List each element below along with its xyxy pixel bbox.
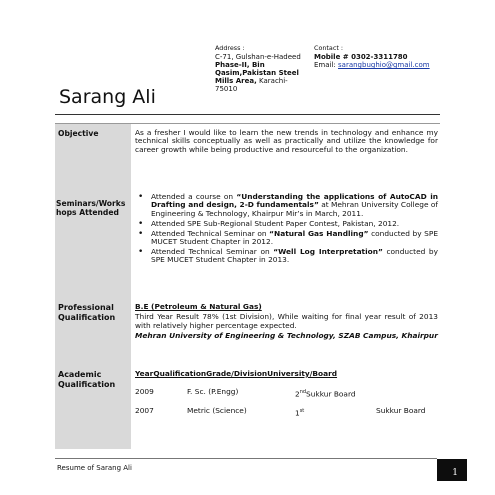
address-line-1: C-71, Gulshan-e-Hadeed bbox=[215, 53, 301, 61]
seminar-item: • Attended Technical Seminar on “Natural Gas Handling” conducted by SPE MUCET Student Chapter in 2012. bbox=[135, 230, 438, 247]
row-grade: 1st bbox=[295, 408, 305, 418]
degree-title: B.E (Petroleum & Natural Gas) bbox=[135, 302, 262, 311]
professional-label: Professional Qualification bbox=[58, 303, 116, 322]
email-label: Email: bbox=[314, 61, 339, 69]
contact-label: Contact : bbox=[314, 44, 344, 52]
institution-name: Mehran University of Engineering & Technology, SZAB Campus, Khairpur bbox=[135, 331, 438, 341]
row-year: 2007 bbox=[135, 406, 154, 415]
row-grade: 2ndSukkur Board bbox=[295, 389, 356, 399]
name-divider bbox=[55, 114, 440, 115]
row-qualification: Metric (Science) bbox=[187, 406, 247, 415]
seminars-list bbox=[135, 193, 438, 266]
seminar-item: • Attended SPE Sub-Regional Student Paper Contest, Pakistan, 2012. bbox=[135, 220, 438, 228]
section-label-column bbox=[55, 124, 131, 449]
objective-text: As a fresher I would like to learn the new trends in technology and enhance my technical skills conceptually as well as practically and utilize the knowledge for career growth while being productive and resourceful to the organization. bbox=[135, 128, 438, 154]
seminar-item: • Attended Technical Seminar on “Well Log Interpretation” conducted by SPE MUCET Student Chapter in 2013. bbox=[135, 248, 438, 265]
address-label: Address : bbox=[215, 44, 245, 52]
email-link[interactable]: sarangbughio@gmail.com bbox=[338, 61, 430, 69]
contact-block bbox=[314, 44, 434, 69]
table-row bbox=[135, 388, 435, 398]
address-block bbox=[215, 44, 307, 93]
email-line bbox=[314, 61, 434, 69]
column-top-rule bbox=[55, 123, 440, 124]
seminar-item: • Attended a course on “Understanding the applications of AutoCAD in Drafting and design, 2-D fundamentals” at Mehran University College of Engineering & Technology, Khairpur Mir’s in March, 2011. bbox=[135, 193, 438, 218]
row-board: Sukkur Board bbox=[376, 406, 426, 415]
professional-details bbox=[135, 303, 438, 341]
address-line-2: Phase-II, Bin bbox=[215, 61, 265, 69]
candidate-name: Sarang Ali bbox=[59, 86, 156, 108]
row-qualification: F. Sc. (P.Engg) bbox=[187, 387, 239, 396]
mobile-number: Mobile # 0302-3311780 bbox=[314, 53, 408, 61]
seminars-label: Seminars/Works hops Attended bbox=[56, 199, 126, 217]
address-line-3: Qasim,Pakistan Steel bbox=[215, 69, 299, 77]
footer-text: Resume of Sarang Ali bbox=[57, 464, 132, 472]
table-row bbox=[135, 407, 435, 417]
academic-table-header: YearQualificationGrade/DivisionUniversity/Board bbox=[135, 369, 338, 378]
objective-label: Objective bbox=[58, 129, 99, 138]
page-number-box bbox=[437, 459, 467, 481]
footer-divider bbox=[55, 458, 437, 459]
address-line-4: Mills Area, Karachi- bbox=[215, 77, 288, 85]
page-number: 1 bbox=[452, 468, 458, 478]
degree-result: Third Year Result 78% (1st Division), While waiting for final year result of 2013 with relatively higher percentage expected. bbox=[135, 312, 438, 330]
address-line-5: 75010 bbox=[215, 85, 238, 93]
row-year: 2009 bbox=[135, 387, 154, 396]
academic-label: Academic Qualification bbox=[58, 370, 116, 389]
